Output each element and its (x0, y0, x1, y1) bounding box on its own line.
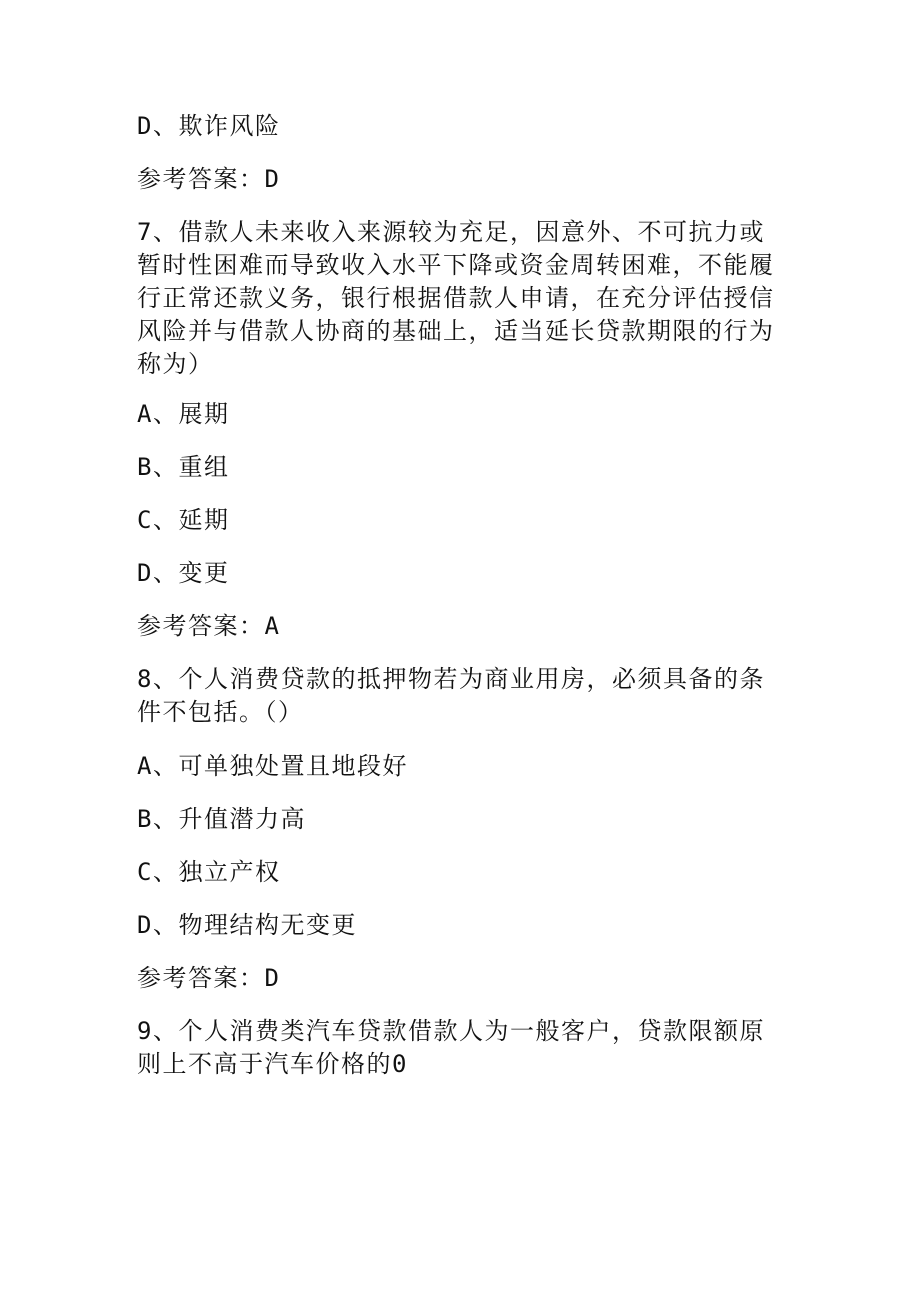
q6-answer: 参考答案：D (137, 165, 281, 193)
q7-answer: 参考答案：A (137, 612, 281, 640)
q7-option-d: D、变更 (137, 559, 230, 587)
q8-option-b: B、升值潜力高 (137, 805, 306, 833)
q8-option-a: A、可单独处置且地段好 (137, 752, 408, 780)
q6-option-d: D、欺诈风险 (137, 112, 281, 140)
q7-option-c: C、延期 (137, 506, 230, 534)
q9-question: 9、个人消费类汽车贷款借款人为一般客户，贷款限额原则上不高于汽车价格的0 (137, 1017, 765, 1078)
q8-option-c: C、独立产权 (137, 858, 281, 886)
q7-option-b: B、重组 (137, 453, 230, 481)
q8-question: 8、个人消费贷款的抵押物若为商业用房，必须具备的条件不包括。（） (137, 665, 765, 726)
q7-question: 7、借款人未来收入来源较为充足，因意外、不可抗力或暂时性困难而导致收入水平下降或资金周转困难，不能履行正常还款义务，银行根据借款人申请，在充分评估授信风险并与借款人协商的基础上，适当延长贷款期限的行为称为） (137, 218, 775, 378)
q8-option-d: D、物理结构无变更 (137, 911, 357, 939)
q7-option-a: A、展期 (137, 400, 230, 428)
q8-answer: 参考答案：D (137, 964, 281, 992)
